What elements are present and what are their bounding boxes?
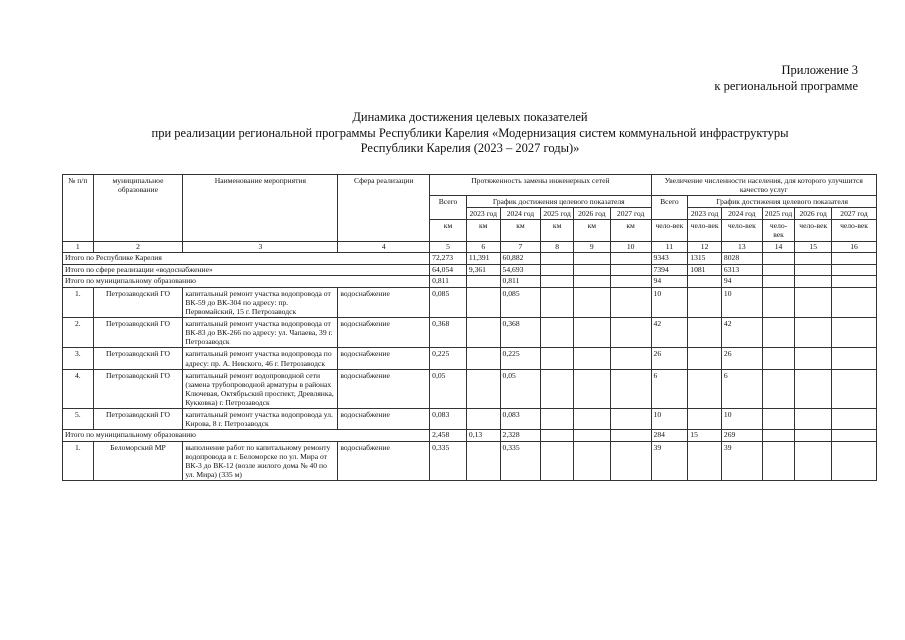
total-value bbox=[573, 430, 610, 442]
row-municipality: Беломорский МР bbox=[93, 441, 183, 480]
total-value: 0,13 bbox=[466, 430, 500, 442]
row-value bbox=[573, 318, 610, 348]
row-value: 26 bbox=[721, 348, 762, 369]
header-year: 2024 год bbox=[721, 208, 762, 220]
row-value bbox=[466, 441, 500, 480]
row-event: капитальный ремонт участка водопровода ул. Кирова, 8 г. Петрозаводск bbox=[183, 409, 338, 430]
row-value: 39 bbox=[651, 441, 688, 480]
row-value bbox=[795, 287, 832, 317]
total-value bbox=[610, 253, 651, 265]
total-value bbox=[610, 276, 651, 288]
row-value bbox=[795, 369, 832, 408]
row-event: выполнение работ по капитальному ремонту водопровода в г. Беломорске по ул. Мира от ВК-3 до ВК-12 (возле жилого дома № 40 по ул. Мира) (335 м) bbox=[183, 441, 338, 480]
row-value bbox=[795, 318, 832, 348]
row-municipality: Петрозаводский ГО bbox=[93, 348, 183, 369]
total-municipality-row bbox=[63, 276, 877, 288]
row-number: 4. bbox=[63, 369, 94, 408]
row-value bbox=[610, 409, 651, 430]
unit-people: чело-век bbox=[762, 220, 795, 242]
total-value: 11,391 bbox=[466, 253, 500, 265]
row-value bbox=[610, 441, 651, 480]
column-number: 8 bbox=[541, 242, 574, 253]
row-event: капитальный ремонт участка водопровода по адресу: пр. А. Невского, 46 г. Петрозаводск bbox=[183, 348, 338, 369]
row-number: 1. bbox=[63, 441, 94, 480]
total-value: 0,811 bbox=[500, 276, 541, 288]
total-value: 54,693 bbox=[500, 264, 541, 276]
column-number: 14 bbox=[762, 242, 795, 253]
row-value bbox=[762, 318, 795, 348]
row-value: 10 bbox=[651, 287, 688, 317]
total-value bbox=[832, 430, 877, 442]
total-value bbox=[466, 276, 500, 288]
header-no: № п/п bbox=[63, 175, 94, 242]
row-value bbox=[541, 287, 574, 317]
row-value bbox=[762, 409, 795, 430]
unit-people: чело-век bbox=[688, 220, 722, 242]
header-year: 2025 год bbox=[541, 208, 574, 220]
unit-km: км bbox=[466, 220, 500, 242]
row-value: 0,225 bbox=[430, 348, 467, 369]
column-number: 9 bbox=[573, 242, 610, 253]
total-value: 94 bbox=[651, 276, 688, 288]
row-value: 0,083 bbox=[430, 409, 467, 430]
title-line3: Республики Карелия (2023 – 2027 годы)» bbox=[360, 141, 580, 155]
row-value bbox=[573, 409, 610, 430]
appendix-line1: Приложение 3 bbox=[781, 63, 858, 77]
total-value bbox=[832, 264, 877, 276]
row-value bbox=[466, 409, 500, 430]
row-sphere: водоснабжение bbox=[338, 287, 430, 317]
total-label: Итого по Республике Карелия bbox=[63, 253, 430, 265]
total-value: 7394 bbox=[651, 264, 688, 276]
row-value: 0,085 bbox=[430, 287, 467, 317]
total-value: 8028 bbox=[721, 253, 762, 265]
total-value: 269 bbox=[721, 430, 762, 442]
row-value: 42 bbox=[651, 318, 688, 348]
column-number: 1 bbox=[63, 242, 94, 253]
header-event: Наименование мероприятия bbox=[183, 175, 338, 242]
row-value bbox=[832, 318, 877, 348]
row-number: 2. bbox=[63, 318, 94, 348]
row-value: 10 bbox=[721, 287, 762, 317]
total-value bbox=[832, 276, 877, 288]
header-municipality: муниципальное образование bbox=[93, 175, 183, 242]
header-population-group: Увеличение численности населения, для которого улучшится качество услуг bbox=[651, 175, 876, 196]
table-row bbox=[63, 441, 877, 480]
total-value: 1315 bbox=[688, 253, 722, 265]
column-number: 16 bbox=[832, 242, 877, 253]
row-value bbox=[762, 287, 795, 317]
row-event: капитальный ремонт участка водопровода от ВК-59 до ВК-304 по адресу: пр. Первомайский, 15 г. Петрозаводск bbox=[183, 287, 338, 317]
row-event: капитальный ремонт водопроводной сети (замена трубопроводной арматуры в районах Ключевая, Октябрьский проспект, Древлянка, Кукковка) г. Петрозаводск bbox=[183, 369, 338, 408]
unit-km: км bbox=[541, 220, 574, 242]
table-row bbox=[63, 369, 877, 408]
unit-people: чело-век bbox=[651, 220, 688, 242]
row-value: 0,335 bbox=[430, 441, 467, 480]
total-value: 9343 bbox=[651, 253, 688, 265]
row-value bbox=[795, 409, 832, 430]
unit-people: чело-век bbox=[795, 220, 832, 242]
total-value bbox=[541, 430, 574, 442]
row-value bbox=[541, 369, 574, 408]
row-sphere: водоснабжение bbox=[338, 441, 430, 480]
total-value bbox=[795, 430, 832, 442]
column-number: 13 bbox=[721, 242, 762, 253]
row-value bbox=[610, 369, 651, 408]
header-year: 2025 год bbox=[762, 208, 795, 220]
title-line2: при реализации региональной программы Республики Карелия «Модернизация систем коммунальной инфраструктуры bbox=[151, 125, 789, 140]
total-value: 284 bbox=[651, 430, 688, 442]
column-number: 2 bbox=[93, 242, 183, 253]
header-year: 2023 год bbox=[688, 208, 722, 220]
total-value: 0,811 bbox=[430, 276, 467, 288]
row-sphere: водоснабжение bbox=[338, 348, 430, 369]
row-value: 0,225 bbox=[500, 348, 541, 369]
row-value bbox=[832, 369, 877, 408]
header-row-1 bbox=[63, 175, 877, 196]
document-title bbox=[60, 110, 880, 157]
total-value bbox=[541, 253, 574, 265]
unit-people: чело-век bbox=[721, 220, 762, 242]
total-value: 15 bbox=[688, 430, 722, 442]
row-value bbox=[610, 318, 651, 348]
column-number: 7 bbox=[500, 242, 541, 253]
total-value: 1081 bbox=[688, 264, 722, 276]
row-value bbox=[832, 409, 877, 430]
row-value bbox=[688, 318, 722, 348]
row-value bbox=[688, 441, 722, 480]
header-year: 2027 год bbox=[610, 208, 651, 220]
total-label: Итого по сфере реализации «водоснабжение» bbox=[63, 264, 430, 276]
column-number: 4 bbox=[338, 242, 430, 253]
total-value bbox=[795, 264, 832, 276]
row-value bbox=[795, 441, 832, 480]
column-numbers-row bbox=[63, 242, 877, 253]
total-value bbox=[573, 276, 610, 288]
unit-km: км bbox=[610, 220, 651, 242]
column-number: 3 bbox=[183, 242, 338, 253]
indicators-table bbox=[62, 174, 877, 481]
header-population-schedule: График достижения целевого показателя bbox=[688, 196, 877, 208]
row-number: 1. bbox=[63, 287, 94, 317]
row-value bbox=[466, 369, 500, 408]
row-value bbox=[541, 441, 574, 480]
row-value: 0,335 bbox=[500, 441, 541, 480]
row-sphere: водоснабжение bbox=[338, 409, 430, 430]
row-value bbox=[795, 348, 832, 369]
row-value bbox=[573, 369, 610, 408]
total-value bbox=[610, 430, 651, 442]
unit-people: чело-век bbox=[832, 220, 877, 242]
total-value: 64,054 bbox=[430, 264, 467, 276]
row-municipality: Петрозаводский ГО bbox=[93, 409, 183, 430]
row-value: 0,083 bbox=[500, 409, 541, 430]
appendix-line2: к региональной программе bbox=[714, 79, 858, 93]
row-number: 5. bbox=[63, 409, 94, 430]
table-row bbox=[63, 348, 877, 369]
row-value bbox=[688, 287, 722, 317]
total-value bbox=[688, 276, 722, 288]
row-event: капитальный ремонт участка водопровода от ВК-83 до ВК-266 по адресу: ул. Чапаева, 39 г. Петрозаводск bbox=[183, 318, 338, 348]
row-number: 3. bbox=[63, 348, 94, 369]
row-value bbox=[466, 318, 500, 348]
row-value: 0,05 bbox=[500, 369, 541, 408]
row-value bbox=[610, 348, 651, 369]
header-year: 2024 год bbox=[500, 208, 541, 220]
row-sphere: водоснабжение bbox=[338, 318, 430, 348]
total-value: 60,882 bbox=[500, 253, 541, 265]
row-value bbox=[688, 348, 722, 369]
row-value bbox=[688, 369, 722, 408]
total-value bbox=[573, 253, 610, 265]
total-value: 2,458 bbox=[430, 430, 467, 442]
table-row bbox=[63, 318, 877, 348]
row-value bbox=[573, 348, 610, 369]
column-number: 11 bbox=[651, 242, 688, 253]
row-municipality: Петрозаводский ГО bbox=[93, 369, 183, 408]
total-value bbox=[762, 253, 795, 265]
column-number: 12 bbox=[688, 242, 722, 253]
total-value: 2,328 bbox=[500, 430, 541, 442]
total-value: 72,273 bbox=[430, 253, 467, 265]
column-number: 15 bbox=[795, 242, 832, 253]
row-value bbox=[832, 348, 877, 369]
row-value bbox=[573, 441, 610, 480]
table-row bbox=[63, 409, 877, 430]
row-value: 42 bbox=[721, 318, 762, 348]
total-value: 94 bbox=[721, 276, 762, 288]
total-municipality-row bbox=[63, 430, 877, 442]
unit-km: км bbox=[500, 220, 541, 242]
row-value bbox=[466, 287, 500, 317]
header-population-total: Всего bbox=[651, 196, 688, 220]
total-label: Итого по муниципальному образованию bbox=[63, 276, 430, 288]
row-value bbox=[541, 348, 574, 369]
total-value bbox=[610, 264, 651, 276]
row-value bbox=[466, 348, 500, 369]
row-value bbox=[832, 441, 877, 480]
row-value: 10 bbox=[651, 409, 688, 430]
row-sphere: водоснабжение bbox=[338, 369, 430, 408]
header-year: 2027 год bbox=[832, 208, 877, 220]
total-label: Итого по муниципальному образованию bbox=[63, 430, 430, 442]
table-row bbox=[63, 287, 877, 317]
column-number: 10 bbox=[610, 242, 651, 253]
row-municipality: Петрозаводский ГО bbox=[93, 318, 183, 348]
header-length-total: Всего bbox=[430, 196, 467, 220]
row-value bbox=[688, 409, 722, 430]
column-number: 6 bbox=[466, 242, 500, 253]
total-value bbox=[762, 264, 795, 276]
row-value bbox=[610, 287, 651, 317]
total-value bbox=[832, 253, 877, 265]
row-value bbox=[762, 441, 795, 480]
unit-km: км bbox=[573, 220, 610, 242]
row-value: 0,085 bbox=[500, 287, 541, 317]
total-value bbox=[541, 264, 574, 276]
header-sphere: Сфера реализации bbox=[338, 175, 430, 242]
total-sphere-row bbox=[63, 264, 877, 276]
row-value: 10 bbox=[721, 409, 762, 430]
column-number: 5 bbox=[430, 242, 467, 253]
total-value: 9,361 bbox=[466, 264, 500, 276]
total-value bbox=[795, 253, 832, 265]
row-value: 0,368 bbox=[500, 318, 541, 348]
total-value bbox=[541, 276, 574, 288]
title-line1: Динамика достижения целевых показателей bbox=[352, 110, 588, 124]
total-republic-row bbox=[63, 253, 877, 265]
row-value bbox=[832, 287, 877, 317]
header-year: 2026 год bbox=[795, 208, 832, 220]
row-value bbox=[541, 409, 574, 430]
row-value bbox=[762, 348, 795, 369]
row-value: 39 bbox=[721, 441, 762, 480]
header-length-schedule: График достижения целевого показателя bbox=[466, 196, 651, 208]
total-value bbox=[762, 430, 795, 442]
header-length-group: Протяженность замены инженерных сетей bbox=[430, 175, 651, 196]
appendix-label bbox=[714, 62, 858, 94]
total-value: 6313 bbox=[721, 264, 762, 276]
row-value: 26 bbox=[651, 348, 688, 369]
header-year: 2026 год bbox=[573, 208, 610, 220]
total-value bbox=[762, 276, 795, 288]
row-municipality: Петрозаводский ГО bbox=[93, 287, 183, 317]
total-value bbox=[573, 264, 610, 276]
row-value: 0,05 bbox=[430, 369, 467, 408]
total-value bbox=[795, 276, 832, 288]
unit-km: км bbox=[430, 220, 467, 242]
row-value: 0,368 bbox=[430, 318, 467, 348]
row-value bbox=[541, 318, 574, 348]
row-value: 6 bbox=[651, 369, 688, 408]
row-value bbox=[762, 369, 795, 408]
header-year: 2023 год bbox=[466, 208, 500, 220]
row-value: 6 bbox=[721, 369, 762, 408]
row-value bbox=[573, 287, 610, 317]
